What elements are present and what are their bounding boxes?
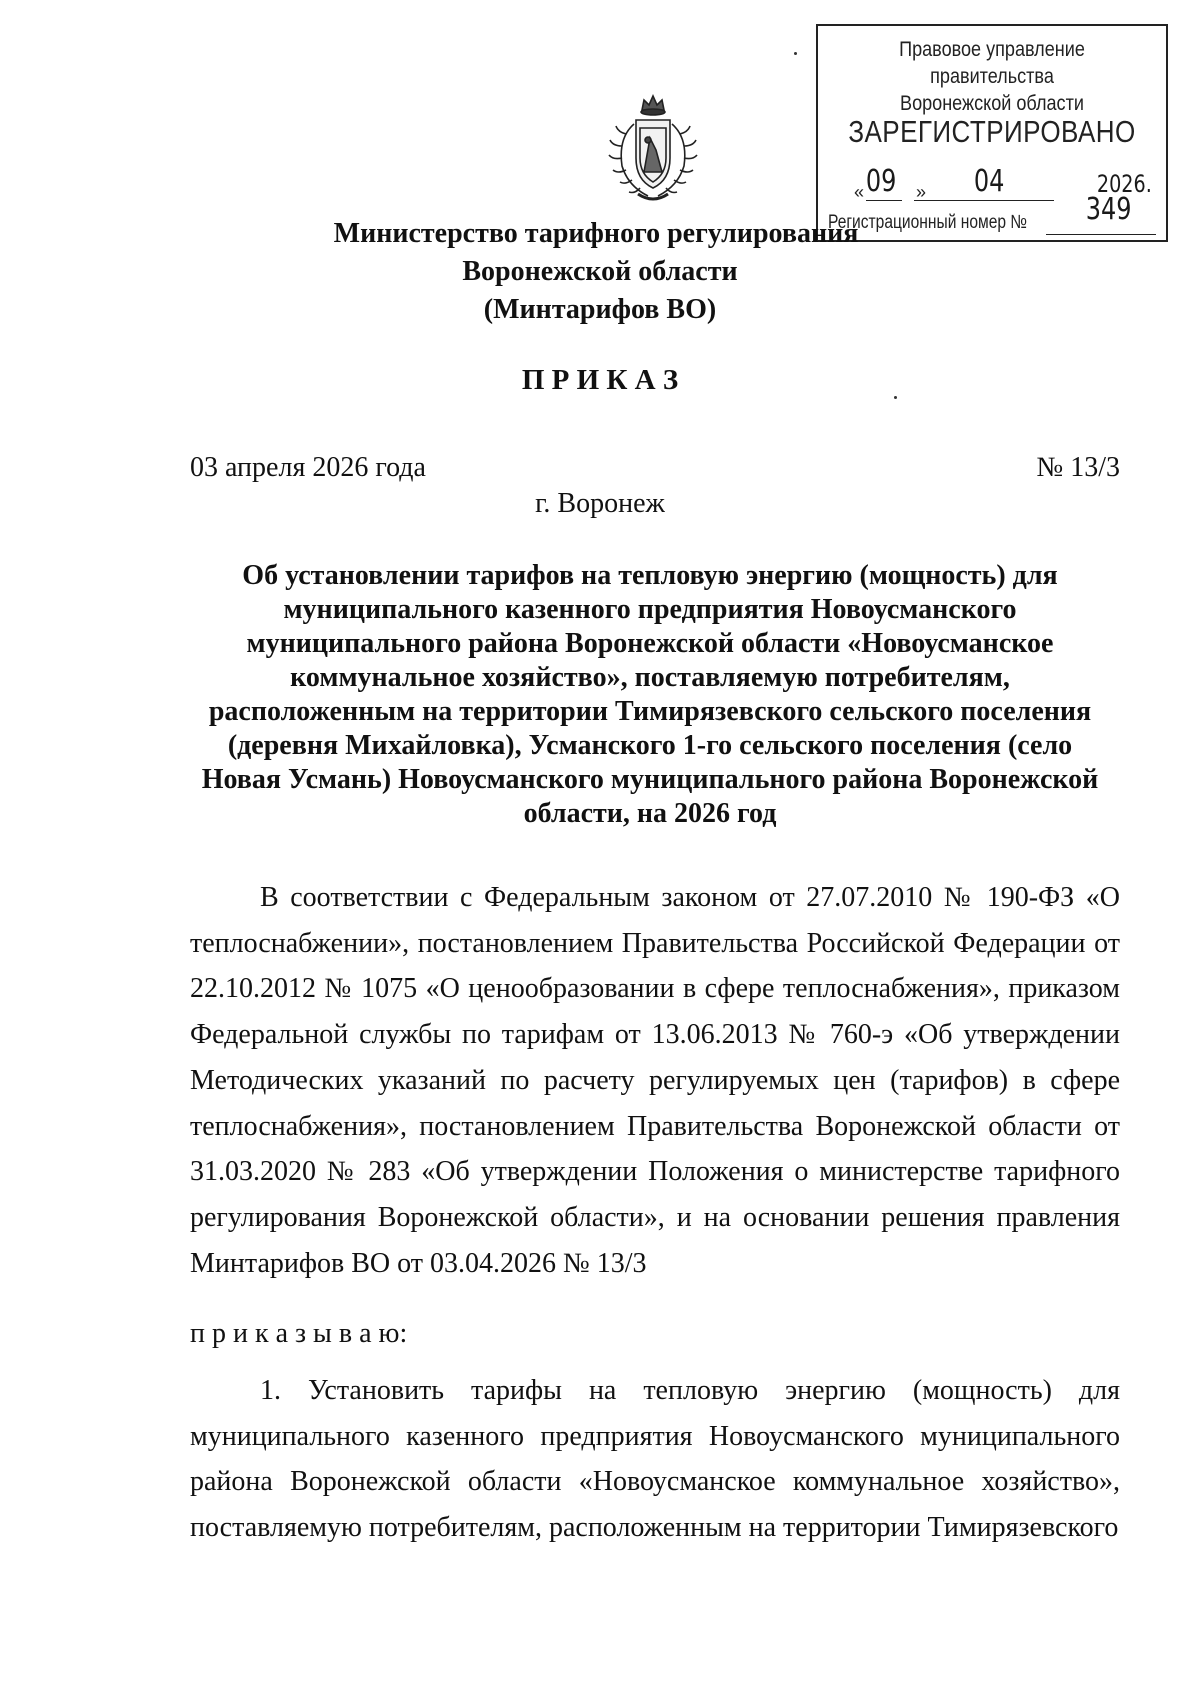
- stamp-org-line1: Правовое управление правительства: [899, 38, 1085, 88]
- stamp-org-line2: Воронежской области: [900, 92, 1084, 115]
- stamp-quote-close: »: [916, 182, 927, 202]
- title-line: муниципального казенного предприятия Новоусманского: [283, 594, 1017, 625]
- ministry-short-name: (Минтарифов ВО): [483, 294, 717, 325]
- stamp-day-underline: [866, 200, 902, 201]
- stamp-month: 04: [973, 164, 1005, 199]
- title-line: муниципального района Воронежской области «Новоусманское: [246, 628, 1054, 659]
- order-title: [180, 559, 1120, 831]
- stamp-reg-number: 349: [1085, 192, 1132, 227]
- stamp-month-underline: [914, 200, 1054, 201]
- stamp-registered-label: ЗАРЕГИСТРИРОВАНО: [848, 114, 1136, 149]
- coat-of-arms-emblem: [604, 88, 702, 208]
- stamp-day: 09: [865, 164, 897, 199]
- scan-speck: [894, 396, 897, 399]
- order-city: г. Воронеж: [535, 488, 665, 519]
- title-line: коммунальное хозяйство», поставляемую потребителям,: [290, 662, 1010, 693]
- stamp-year: 2026.: [1096, 170, 1152, 198]
- order-item-1: 1. Установить тарифы на тепловую энергию (мощность) для муниципального казенного предприятия Новоусманского муниципального района Воронежской области «Новоусманское коммунальное хозяйство», поставляемую потребителям, расположенным на территории Тимирязевского: [190, 1375, 1120, 1544]
- preamble-paragraph: В соответствии с Федеральным законом от 27.07.2010 № 190-ФЗ «О теплоснабжении», постановлением Правительства Российской Федерации от 22.10.2012 № 1075 «О ценообразовании в сфере теплоснабжения», приказом Федеральной службы по тарифам от 13.06.2013 № 760-э «Об утверждении Методических указаний по расчету регулируемых цен (тарифов) в сфере теплоснабжения», постановлением Правительства Воронежской области от 31.03.2020 № 283 «Об утверждении Положения о министерстве тарифного регулирования Воронежской области», и на основании решения правления Минтарифов ВО от 03.04.2026 № 13/3: [190, 882, 1120, 1279]
- registration-stamp: [816, 24, 1168, 242]
- ministry-name-line2: Воронежской области: [462, 256, 738, 287]
- stamp-quote-open: «: [854, 182, 865, 202]
- order-date: 03 апреля 2026 года: [190, 452, 426, 483]
- title-line: Новая Усмань) Новоусманского муниципального района Воронежской: [201, 764, 1099, 795]
- order-word: п р и к а з ы в а ю:: [190, 1318, 408, 1349]
- title-line: области, на 2026 год: [523, 798, 777, 829]
- scan-speck: [794, 52, 797, 55]
- title-line: Об установлении тарифов на тепловую энергию (мощность) для: [242, 560, 1058, 591]
- stamp-organization: [842, 36, 1141, 117]
- title-line: (деревня Михайловка), Усманского 1-го сельского поселения (село: [227, 730, 1073, 761]
- order-number: № 13/3: [1036, 452, 1120, 483]
- stamp-reg-number-label: Регистрационный номер №: [828, 212, 1028, 233]
- document-type: П Р И К А З: [521, 364, 679, 396]
- ministry-name-line1: Министерство тарифного регулирования: [333, 218, 859, 249]
- title-line: расположенным на территории Тимирязевского сельского поселения: [208, 696, 1092, 727]
